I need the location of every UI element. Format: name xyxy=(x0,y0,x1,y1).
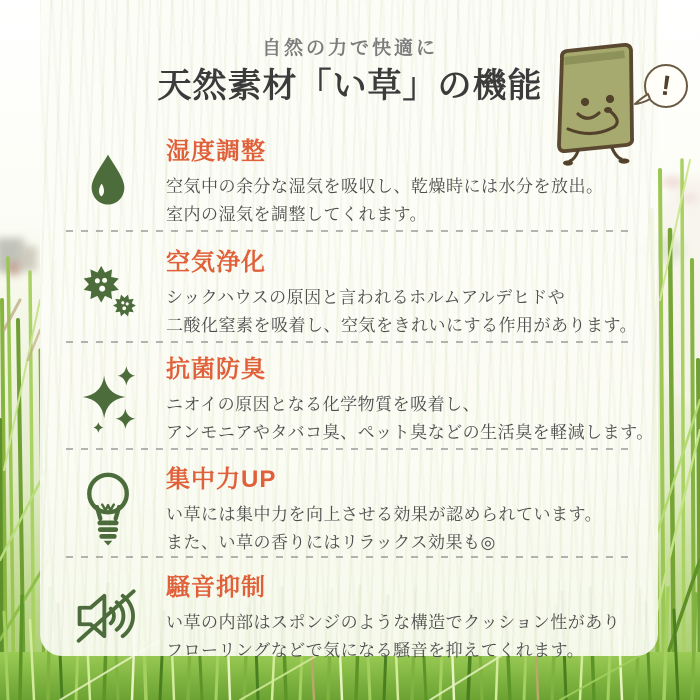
feature-line: アンモニアやタバコ臭、ペット臭などの生活臭を軽減します。 xyxy=(166,423,654,442)
feature-line: 空気中の余分な湿気を吸収し、乾燥時には水分を放出。 xyxy=(166,177,604,197)
feature-title: 抗菌防臭 xyxy=(166,356,266,384)
page-subtitle: 自然の力で快適に xyxy=(261,38,438,59)
feature-line: ニオイの原因となる化学物質を吸着し、 xyxy=(166,395,481,415)
muted-speaker-icon xyxy=(75,586,141,646)
feature-title: 湿度調整 xyxy=(166,138,266,166)
page-title: 天然素材「い草」の機能 xyxy=(157,67,543,105)
sparkle-icon xyxy=(79,362,137,434)
water-drop-icon xyxy=(88,153,128,207)
feature-antibacterial xyxy=(56,352,654,444)
feature-noise-suppression xyxy=(56,570,632,662)
feature-concentration xyxy=(56,462,632,554)
feature-title: 集中力UP xyxy=(166,466,277,494)
lightbulb-icon xyxy=(83,469,133,547)
dashed-divider xyxy=(66,230,634,232)
feature-line: い草には集中力を向上させる効果が認められています。 xyxy=(166,505,603,525)
dashed-divider xyxy=(66,341,634,343)
feature-title: 空気浄化 xyxy=(166,249,266,277)
feature-title: 騒音抑制 xyxy=(166,574,266,602)
dashed-divider xyxy=(66,556,634,558)
dashed-divider xyxy=(66,448,634,450)
feature-line: また、い草の香りにはリラックス効果も◎ xyxy=(166,533,496,552)
feature-line: 室内の湿気を調整してくれます。 xyxy=(166,205,428,224)
feature-line: 二酸化窒素を吸着し、空気をきれいにする作用があります。 xyxy=(166,316,638,335)
feature-air-purification xyxy=(56,245,638,337)
speech-bubble xyxy=(635,65,687,107)
germ-icon xyxy=(77,260,139,322)
feature-line: フローリングなどで気になる騒音を抑えてくれます。 xyxy=(166,641,585,660)
feature-humidity xyxy=(56,134,632,226)
feature-line: い草の内部はスポンジのような構造でクッション性があり xyxy=(166,613,621,633)
exclamation-text: ! xyxy=(659,69,673,102)
feature-line: シックハウスの原因と言われるホルムアルデヒドや xyxy=(166,288,566,308)
